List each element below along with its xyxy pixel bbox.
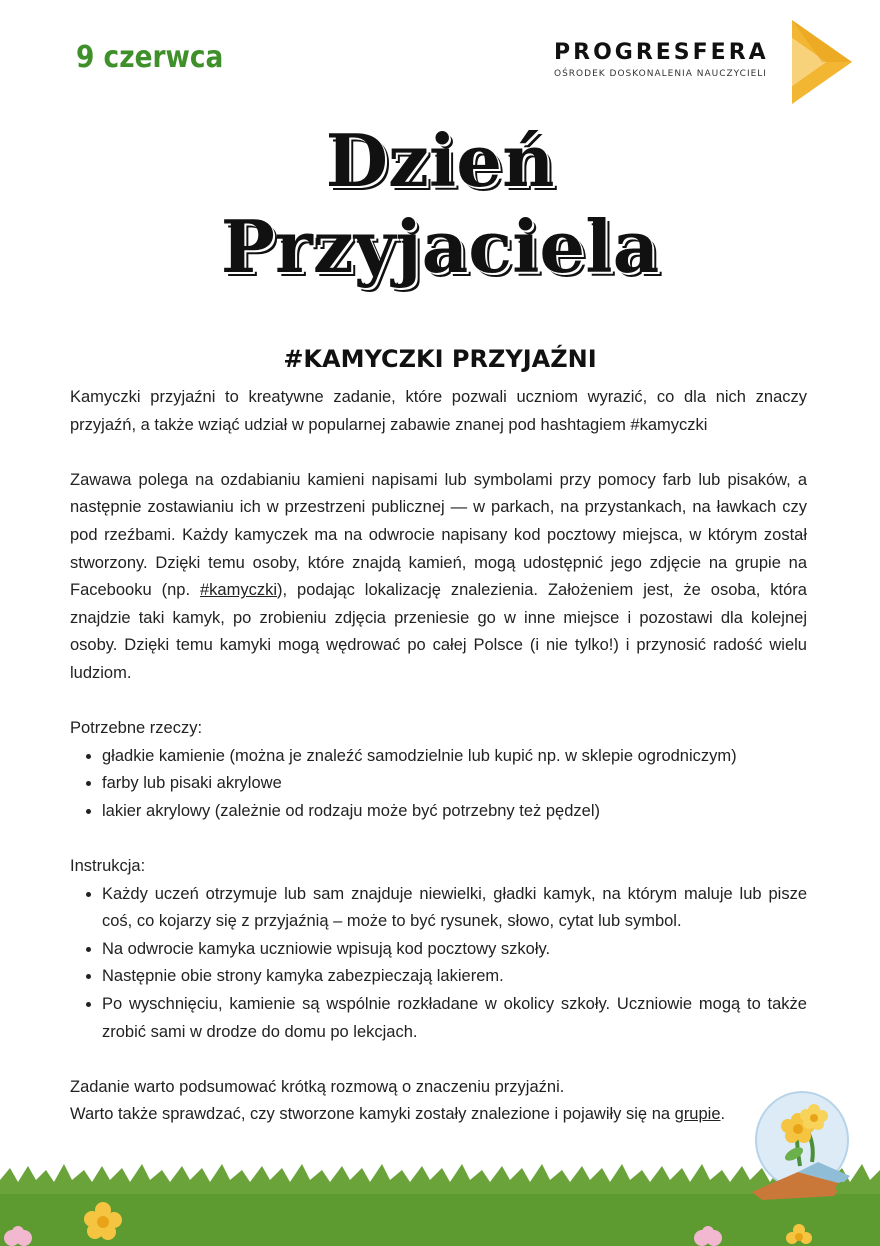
summary-line-1: Zadanie warto podsumować krótką rozmową o znaczeniu przyjaźni. (70, 1077, 565, 1096)
description-paragraph (70, 467, 807, 688)
intro-paragraph: Kamyczki przyjaźni to kreatywne zadanie, które pozwali uczniom wyrazić, co dla nich znaczy przyjaźń, a także wziąć udział w popularnej zabawie znanej pod hashtagiem #kamyczki (70, 388, 807, 434)
summary-line-2 (70, 1101, 807, 1129)
instructions-list (70, 881, 807, 1047)
list-item: • lakier akrylowy (zależnie od rodzaju może być potrzebny też pędzel) (102, 798, 807, 826)
title-line-2: Przyjaciela (220, 204, 660, 289)
logo-tagline: OŚRODEK DOSKONALENIA NAUCZYCIELI (554, 69, 767, 79)
group-link[interactable]: grupie (674, 1105, 721, 1124)
list-item: • Na odwrocie kamyka uczniowie wpisują kod pocztowy szkoły. (102, 936, 807, 964)
summary-text: Warto także sprawdzać, czy stworzone kamyki zostały znalezione i pojawiły się na (70, 1105, 675, 1124)
list-item: • Po wyschnięciu, kamienie są wspólnie rozkładane w okolicy szkoły. Uczniowie mogą to także zrobić sami w drodze do domu po lekcjach. (102, 991, 807, 1046)
progresfera-logo[interactable] (552, 16, 857, 108)
materials-heading: Potrzebne rzeczy: (70, 719, 203, 738)
list-item: • farby lub pisaki akrylowe (102, 770, 807, 798)
materials-list (70, 743, 807, 826)
section-heading: #KAMYCZKI PRZYJAŹNI (283, 345, 597, 373)
flower-icon (82, 1200, 124, 1242)
painted-stone-illustration-icon (738, 1088, 858, 1208)
instructions-heading: Instrukcja: (70, 857, 146, 876)
flower-icon (784, 1222, 814, 1246)
description-text-1: Zawawa polega na ozdabianiu kamieni napisami lub symbolami przy pomocy farb lub pisaków, a następnie zostawianiu ich w przestrzeni publicznej — w parkach, na przystankach, na ławkach czy pod rzeźbami. Każdy kamyczek ma na odwrocie napisany kod pocztowy miejsca, w którym został stworzony. Dzięki temu osoby, które znajdą kamień, mogą udostępnić jego zdjęcie na grupie na Facebooku (np. (70, 470, 807, 600)
list-item: • Każdy uczeń otrzymuje lub sam znajduje niewielki, gładki kamyk, na którym maluje lub pisze coś, co kojarzy się z przyjaźnią – może to być rysunek, słowo, cytat lub symbol. (102, 881, 807, 936)
description-text-2: ), podając lokalizację znalezienia. Założeniem jest, że osoba, która znajdzie taki kamyk, po zrobieniu zdjęcia przeniesie go w inne miejsce i pozostawi dla kolejnej osoby. Dzięki temu kamyki mogą wędrować po całej Polsce (i nie tylko!) i przynosić radość wielu ludziom. (70, 581, 807, 682)
article-body (70, 384, 807, 1129)
list-item: • Następnie obie strony kamyka zabezpieczają lakierem. (102, 963, 807, 991)
title-line-1: Dzień (325, 118, 555, 203)
logo-arrow-icon (788, 16, 856, 108)
summary-period: . (720, 1105, 726, 1124)
hashtag-link[interactable]: #kamyczki (199, 581, 277, 600)
date-label: 9 czerwca (76, 40, 224, 75)
logo-name: PROGRESFERA (554, 40, 769, 65)
pink-flower-icon (0, 1226, 40, 1246)
list-item: • gładkie kamienie (można je znaleźć samodzielnie lub kupić np. w sklepie ogrodniczym) (102, 743, 807, 771)
pink-flower-icon (690, 1226, 730, 1246)
